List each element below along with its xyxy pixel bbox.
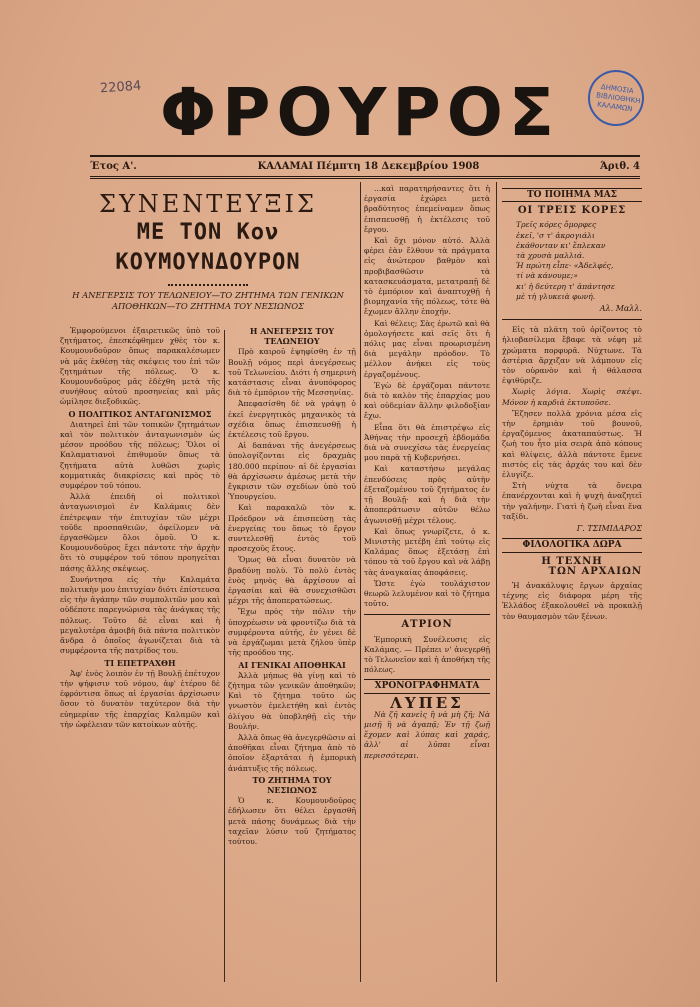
article-paragraph: Καὶ παρακαλῶ τὸν κ. Πρόεδρον νὰ ἐπισπεύσῃ τὰς ἐνεργείας του ὅπως τὸ ἔργον συντελεσθῇ ἐντὸς τοῦ προσεχοῦς ἔτους. (228, 503, 356, 554)
article-paragraph: Ὥστε ἐγὼ τουλάχιστον θεωρῶ λελυμένον καὶ τὸ ζήτημα τοῦτο. (364, 578, 490, 609)
article-paragraph: Καὶ καταστήσω μεγάλας ἐπενδύσεις πρὸς αὐτὴν ἐξεταζομένου τοῦ ζητήματος ἐν τῇ Βουλῇ· καὶ ἡ διὰ τὴν ἀποπεράτωσιν αὐτῶν θέλω ἀγωνισθῇ μέχρι τέλους. (364, 464, 490, 525)
section-heading: ΤΟ ΖΗΤΗΜΑ ΤΟΥ ΝΕΣΙΩΝΟΣ (252, 774, 332, 795)
section-heading: ΑΤΡΙΟΝ (401, 619, 453, 631)
poem-line: Ἡ πρώτη εἶπε· «Ἀδελφές, (516, 261, 614, 271)
article-paragraph: Ἐμπορικὴ Συνέλευσις εἰς Καλάμας. — Πρέπει ν' ἀνεγερθῇ τὸ Τελωνεῖον καὶ ἡ ἀποθήκη τῆς πόλεως. (364, 634, 490, 675)
article-paragraph: Συνήντησα εἰς τὴν Καλαμάτα πολιτικὴν μου ἐπιτυχίαν διότι ἐπίστευσα εἰς τὴν ἀγάπην τῶν συμπολιτῶν μου καὶ οὐδέποτε παρεγνώρισα τὰς ἀνάγκας τῆς πόλεως. Τοῦτο δὲ εἶναι καὶ ἡ μεγαλυτέρα ἀμοιβὴ διὰ πάντα πολιτικὸν ἄνδρα ὁ ὁποῖος ἀγωνίζεται διὰ τὰ συμφέροντα τῆς πατρίδος του. (60, 574, 220, 656)
article-paragraph: Στὴ νύχτα τὰ ὄνειρα ἐπανέρχονται καὶ ἡ ψυχὴ ἀναζητεῖ τὴν γαλήνην. Γιατὶ ἡ ζωὴ εἶναι ἕνα ταξίδι. (502, 481, 642, 521)
article-paragraph: Ἀλλὰ ὅπως θὰ ἀνεγερθῶσιν αἱ ἀποθῆκαι εἶναι ζήτημα ἀπὸ τὸ ὁποῖον ἐξαρτᾶται ἡ ἐμπορικὴ ἀνάπτυξις τῆς πόλεως. (228, 732, 356, 773)
column-divider (360, 182, 361, 982)
column-divider (496, 182, 497, 982)
section-heading: ΛΥΠΕΣ (390, 693, 464, 712)
lead-subtitle: Η ΑΝΕΓΕΡΣΙΣ ΤΟΥ ΤΕΛΩΝΕΙΟΥ—ΤΟ ΖΗΤΗΜΑ ΤΩΝ ΓΕΝΙΚΩΝ ΑΠΟΘΗΚΩΝ—ΤΟ ΖΗΤΗΜΑ ΤΟΥ ΝΕΣΙΩΝΟΣ (72, 290, 344, 311)
bottom-rule (90, 176, 640, 179)
article-paragraph: Εἰς τὰ πλάτη τοῦ ὁρίζοντος τὸ ἡλιοβασίλεμα ἔβαφε τὰ νέφη μὲ χρώματα πορφυρᾶ. Νύχτωνε. Τὰ ἀστέρια ἄρχιζαν νὰ λάμπουν εἰς τὸν οὐρανὸν καὶ ἡ θάλασσα ἐψιθύριζε. (502, 325, 642, 386)
section-heading: Η ΑΝΕΓΕΡΣΙΣ ΤΟΥ ΤΕΛΩΝΕΙΟΥ (249, 326, 335, 347)
poem-line: Τρεῖς κόρες ὄμορφες (516, 220, 597, 230)
article-quote: Αἱ δαπάναι τῆς ἀνεγέρσεως ὑπολογίζονται εἰς δραχμὰς 180.000 περίπου· αἱ δὲ ἐργασίαι θὰ ἀρχίσωσιν ἀμέσως μετὰ τὴν ἔγκρισιν τῶν σχεδίων ὑπὸ τοῦ Ὑπουργείου. (228, 441, 356, 502)
dateline-issue: Άριθ. 4 (600, 160, 640, 172)
article-paragraph: Ὅμως θὰ εἶναι δυνατὸν νὰ βραδύνῃ πολὺ. Τὸ πολὺ ἐντὸς ἑνὸς μηνὸς θὰ ἀρχίσουν αἱ ἐργασίαι καὶ θὰ συνεχισθῶσι μέχρι τῆς ἀποπερατώσεως. (228, 555, 356, 606)
column-2 (228, 326, 356, 982)
article-signature: Γ. ΤΣΙΜΙΔΑΡΟΣ (576, 524, 642, 534)
lead-title-1: ΣΥΝΕΝΤΕΥΞΙΣ (98, 190, 318, 218)
lead-headline (60, 190, 356, 290)
article-paragraph: Εἶπα ὅτι θὰ ἐπιστρέψω εἰς Ἀθήνας τὴν προσεχῆ ἑβδομάδα διὰ νὰ συνεχίσω τὰς ἐνεργείας μου παρὰ τῇ Κυβερνήσει. (364, 422, 490, 463)
poem-line: ἐκάθονταν κι' ἔπλεκαν (516, 240, 606, 250)
section-heading: Ο ΠΟΛΙΤΙΚΟΣ ΑΝΤΑΓΩΝΙΣΜΟΣ (68, 408, 212, 419)
chronicles-heading: ΧΡΟΝΟΓΡΑΦΗΜΑΤΑ (364, 679, 490, 693)
article-paragraph: Καὶ ὄχι μόνον αὐτό. Ἀλλὰ φέρει ἐὰν ἔλθουν τὰ πράγματα εἰς ἀνώτερον βαθμὸν καὶ προβιβασθῶσιν τὰ κατασκευάσματα, μετατραπῇ δὲ τὸ ἐμπόριον καὶ ἀναπτυχθῇ ἡ βιομηχανία τῆς πόλεως, τότε θὰ ἔχωμεν ἄλλην ἐποχήν. (364, 236, 490, 317)
column-4 (502, 184, 642, 984)
library-stamp-text: ΔΗΜΟΣΙΑ ΒΙΒΛΙΟΘΗΚΗ ΚΑΛΑΜΩΝ (595, 82, 642, 113)
section-heading: ΑΙ ΓΕΝΙΚΑΙ ΑΠΟΘΗΚΑΙ (238, 659, 346, 670)
poem-line: κι' ἡ δεύτερη τ' ἀπάντησε (516, 281, 615, 291)
article-paragraph: Νὰ ζῆ κανεὶς ἢ νὰ μὴ ζῆ; Νὰ μισῇ ἢ νὰ ἀγαπᾷ; Ἐν τῇ ζωῇ ἔχομεν καὶ λύπας καὶ χαράς, ἀλλ' αἱ λῦπαι εἶναι περισσότεραι. (364, 709, 490, 760)
column-3 (364, 184, 490, 984)
top-rule (90, 155, 640, 157)
article-paragraph: Χωρὶς λόγια. Χωρὶς σκέψι. Μόνον ἡ καρδιὰ ἐκτυποῦσε. (502, 387, 642, 407)
section-heading: Η ΤΕΧΝΗ (541, 555, 603, 567)
dateline-place-date: ΚΑΛΑΜΑΙ Πέμπτη 18 Δεκεμβρίου 1908 (257, 160, 480, 172)
poem-line: τί νὰ κάνουμε;» (516, 271, 578, 281)
article-paragraph: Ὁ κ. Κουμουνδοῦρος ἐδήλωσεν ὅτι θέλει ἐργασθῆ μετὰ πάσης δυνάμεως διὰ τὴν ταχεῖαν λύσιν τοῦ ζητήματος τούτου. (228, 796, 356, 846)
divider (364, 614, 490, 615)
section-heading: ΦΙΛΟΛΟΓΙΚΑ ΔΩΡΑ (502, 538, 642, 552)
handwritten-number: 22084 (99, 78, 142, 97)
divider (502, 319, 642, 320)
article-paragraph: Ἡ ἀνακάλυψις ἔργων ἀρχαίας τέχνης εἰς διάφορα μέρη τῆς Ἑλλάδος ἐξακολουθεῖ νὰ προκαλῇ τὸν θαυμασμὸν τῶν ξένων. (502, 580, 642, 621)
poem-title: ΟΙ ΤΡΕΙΣ ΚΟΡΕΣ (517, 205, 627, 217)
lead-title-2: ΜΕ ΤΟΝ Κον ΚΟΥΜΟΥΝΔΟΥΡΟΝ (115, 220, 301, 275)
article-paragraph: Καὶ θέλεις; Σὰς ἐρωτῶ καὶ θὰ ὁμολογήσετε καὶ σεῖς ὅτι ἡ πόλις μας εἶναι προωρισμένη διὰ μεγάλην πρόοδον. Τὸ μέλλον ἀνήκει εἰς τοὺς ἐργαζομένους. (364, 318, 490, 379)
poem-line: τὰ χρυσὰ μαλλιά. (516, 251, 585, 261)
article-paragraph: ...καὶ παρατηρήσαντες ὅτι ἡ ἐργασία ἐχώρει μετὰ βραδύτητος ἐπεμείναμεν ὅπως ἐπισπευσθῇ ἡ ἐκτέλεσις τοῦ ἔργου. (364, 184, 490, 234)
dateline-year: Έτος Α'. (90, 160, 137, 172)
poem-lines (502, 220, 642, 302)
masthead-title: ΦΡΟΥΡΟΣ (160, 74, 560, 151)
column-1 (60, 326, 220, 982)
article-paragraph: Ἐγὼ δὲ ἐργάζομαι πάντοτε διὰ τὸ καλὸν τῆς ἐπαρχίας μου καὶ οὐδεμίαν ἄλλην φιλοδοξίαν ἔχω. (364, 380, 490, 421)
poem-line: μὲ τὴ γλυκειὰ φωνή. (516, 291, 596, 301)
article-paragraph: Ἀπεφασίσθη δὲ νὰ γράψῃ ὁ ἐκεῖ ἐνεργητικὸς μηχανικὸς τὰ σχέδια ὅπως ἐπισπευσθῇ ἡ ἐκτέλεσις τοῦ ἔργου. (228, 399, 356, 440)
poem-line: ἐκεῖ, 'σ τ' ἀκρογιάλι (516, 230, 595, 240)
column-divider (224, 330, 225, 982)
section-heading: ΤΙ ΕΠΕΤΡΑΧΘΗ (104, 657, 176, 668)
article-paragraph: Ἐμφορούμενοι ἐξαιρετικῶς ὑπὸ τοῦ ζητήματος, ἐπεσκέφθημεν χθὲς τὸν κ. Κουμουνδοῦρον ὅπως παρακαλέσωμεν νὰ μᾶς ἐκθέσῃ τὰς σκέψεις του ἐπὶ τῶν ζητημάτων τῆς πόλεως. Ὁ κ. Κουμουνδοῦρος μᾶς ἐδέχθη μετὰ τῆς συνήθους αὐτοῦ προσηνείας καὶ μᾶς ὡμίλησε διεξοδικῶς. (60, 326, 220, 407)
article-paragraph: Ἔζησεν πολλὰ χρόνια μέσα εἰς τὴν ἐρημιὰν τοῦ βουνοῦ, ἐργαζόμενος ἀκαταπαύστως. Ἡ ζωὴ του ἦτο μία σειρὰ ἀπὸ κόπους καὶ θλίψεις, ἀλλὰ πάντοτε ἔμενε πιστὸς εἰς τὰς ἀρχάς του καὶ δὲν ἐλυγίζε. (502, 408, 642, 480)
article-paragraph: Ἔχω πρὸς τὴν πόλιν τὴν ὑποχρέωσιν νὰ φροντίζω διὰ τὰ συμφέροντα αὐτῆς, ἐν γένει δὲ νὰ ἐργάζωμαι μετὰ ζήλου ὑπὲρ τῆς προόδου της. (228, 607, 356, 658)
article-paragraph: Ἀλλὰ ἐπειδὴ οἱ πολιτικοὶ ἀνταγωνισμοὶ ἐν Καλάμαις δὲν ἐπέτρεψαν τὴν ἐπιτυχίαν τῶν μέχρι τοῦδε προσπαθειῶν, ὀφείλομεν νὰ ἐργασθῶμεν ὅλοι ὁμοῦ. Ὁ κ. Κουμουνδοῦρος ἔχει πάντοτε τὴν ἀρχὴν ὅτι τὸ συμφέρον τοῦ τόπου προηγεῖται πάσης ἄλλης σκέψεως. (60, 492, 220, 573)
poem-section-heading: ΤΟ ΠΟΙΗΜΑ ΜΑΣ (502, 188, 642, 202)
poem-signature: Αλ. Μαλλ. (599, 304, 642, 314)
library-stamp (584, 66, 647, 129)
ornament-divider (168, 284, 248, 286)
article-paragraph: Καὶ ὅπως γνωρίζετε, ὁ κ. Μινιστὴς μετέβη ἐπὶ τούτῳ εἰς Καλάμας ὅπως ἐξετάσῃ ἐπὶ τόπου τὰ τοῦ ἔργου καὶ νὰ λάβῃ τὰς ἀναγκαίας ἀποφάσεις. (364, 526, 490, 577)
article-paragraph: Διατηρεῖ ἐπὶ τῶν τοπικῶν ζητημάτων καὶ τὸν πολιτικὸν ἀνταγωνισμὸν ὡς μέσον προόδου τῆς πόλεως; Ὅλοι οἱ Καλαματιανοὶ ἐπιθυμοῦν ὅπως τὰ ζητήματα αὐτὰ λυθῶσι χωρὶς κομματικὰς διακρίσεις καὶ πρὸς τὸ συμφέρον τοῦ τόπου. (60, 419, 220, 491)
dateline (90, 158, 640, 174)
article-paragraph: Ἀφ' ἑνὸς λοιπὸν ἐν τῇ Βουλῇ ἐπέτυχον τὴν ψήφισιν τοῦ νόμου, ἀφ' ἑτέρου δὲ ἐφρόντισα ὅπως αἱ ἐργασίαι ἀρχίσωσιν ὅσον τὸ δυνατὸν ταχύτερον διὰ τὴν εὐημερίαν τῆς ἐπαρχίας Καλαμῶν καὶ τὴν ὠφέλειαν τῶν κατοίκων αὐτῆς. (60, 668, 220, 729)
section-heading: ΤΩΝ ΑΡΧΑΙΩΝ (548, 565, 642, 577)
article-paragraph: Πρὸ καιροῦ ἐψηφίσθη ἐν τῇ Βουλῇ νόμος περὶ ἀνεγέρσεως τοῦ Τελωνείου. Διότι ἡ σημερινὴ κατάστασις εἶναι ἀνυπόφορος διὰ τὸ ἐμπόριον τῆς Μεσσηνίας. (228, 347, 356, 398)
article-paragraph: Ἀλλὰ μήπως θὰ γίνῃ καὶ τὸ ζήτημα τῶν γενικῶν ἀποθηκῶν; Καὶ τὸ ζήτημα τοῦτο ὡς γνωστὸν ἐμελετήθη καὶ ἐντὸς ὀλίγου θὰ ὑποβληθῇ εἰς τὴν Βουλήν. (228, 670, 356, 731)
